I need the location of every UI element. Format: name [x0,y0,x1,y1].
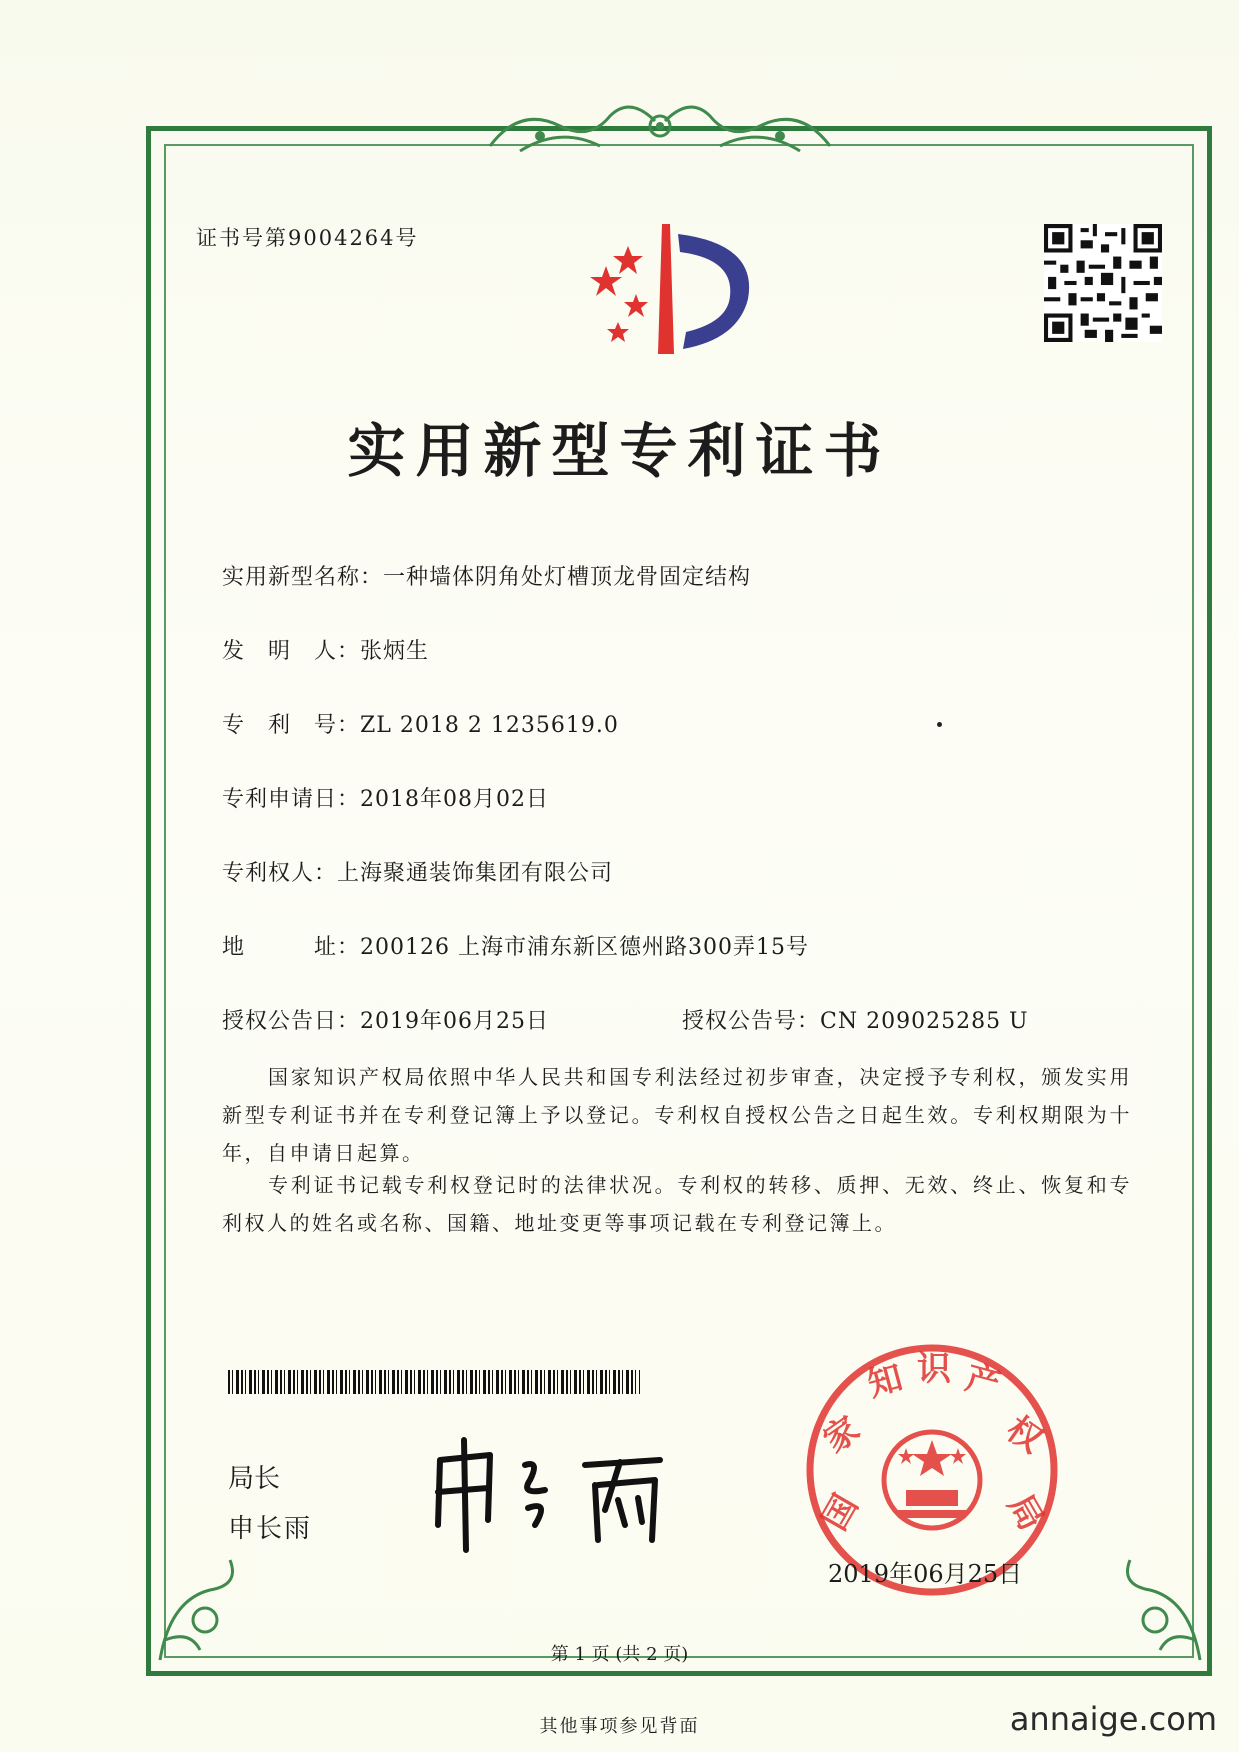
seal-char: 知 [863,1357,907,1406]
body-paragraph-1: 国家知识产权局依照中华人民共和国专利法经过初步审查，决定授予专利权，颁发实用新型专利证书并在专利登记簿上予以登记。专利权自授权公告之日起生效。专利权期限为十年，自申请日起算。 [222,1065,1132,1165]
seal-char: 局 [999,1487,1052,1538]
director-title: 局长 [228,1464,281,1494]
field-label: 专 利 号： [222,713,361,738]
field-value: 2019年06月25日 [360,1009,549,1034]
field-utility-model-name [222,560,751,591]
field-label: 授权公告日： [222,1009,361,1034]
field-value: CN 209025285 U [820,1009,1029,1034]
field-label: 专利申请日： [222,787,361,812]
seal-char: 家 [816,1408,868,1462]
field-grant-date [222,1004,549,1035]
seal-date: 2019年06月25日 [828,1560,1023,1588]
field-value: 2018年08月02日 [360,787,549,812]
seal-char: 国 [814,1487,867,1538]
watermark: annaige.com [1009,1700,1217,1738]
field-patentee [222,856,613,887]
field-value: ZL 2018 2 1235619.0 [360,713,619,738]
top-ornament [480,96,840,162]
field-address [222,930,809,961]
certificate-number: 证书号第9004264号 [196,226,419,250]
certificate-title: 实用新型专利证书 [347,417,892,485]
director-name: 申长雨 [228,1514,313,1544]
field-inventor [222,634,429,665]
seal-char: 产 [961,1357,1005,1406]
ink-dot [937,722,942,727]
body-paragraph-2: 专利证书记载专利权登记时的法律状况。专利权的转移、质押、无效、终止、恢复和专利权人的姓名或名称、国籍、地址变更等事项记载在专利登记簿上。 [222,1173,1132,1235]
field-label: 专利权人： [222,861,338,886]
director-signature [420,1430,680,1560]
field-value: 上海聚通装饰集团有限公司 [337,861,614,886]
field-label: 授权公告号： [682,1009,821,1034]
field-filing-date [222,782,549,813]
field-label: 发 明 人： [222,639,361,664]
barcode [228,1370,640,1394]
back-note: 其他事项参见背面 [539,1716,700,1737]
field-label: 实用新型名称： [222,565,384,590]
field-value: 200126 上海市浦东新区德州路300弄15号 [360,935,809,960]
field-value: 一种墙体阴角处灯槽顶龙骨固定结构 [383,565,752,590]
page-number: 第 1 页 (共 2 页) [550,1644,689,1665]
cnipa-logo [588,214,778,364]
field-label: 地 址： [222,935,361,960]
field-patent-number [222,708,619,739]
seal-char: 识 [917,1349,951,1389]
field-grant-number [682,1004,1029,1035]
qr-code [1044,224,1162,342]
seal-char: 权 [998,1408,1050,1462]
field-value: 张炳生 [360,639,430,664]
